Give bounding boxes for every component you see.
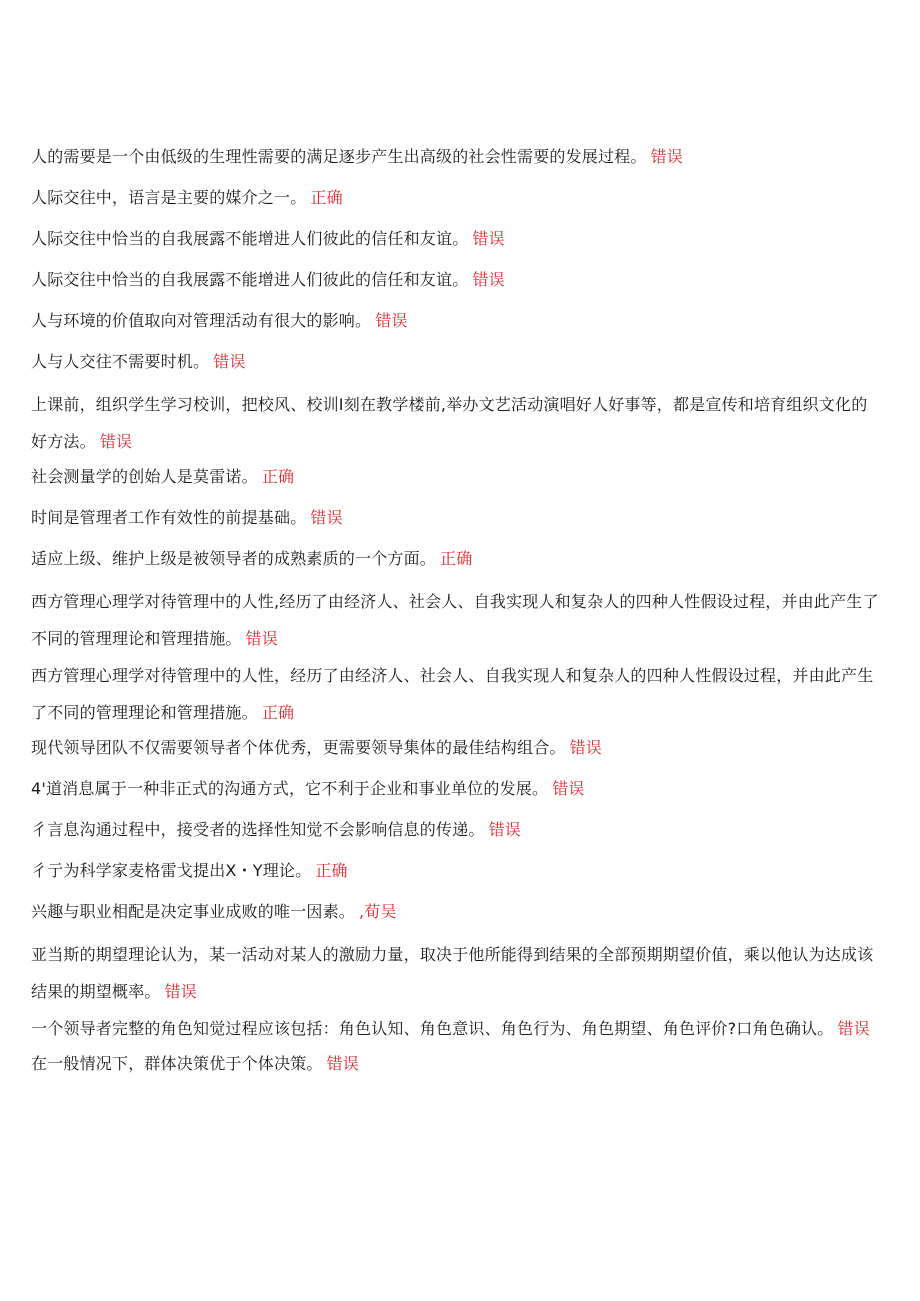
answer-label: 错误 [650, 147, 684, 166]
list-item [31, 936, 879, 1010]
list-item [31, 731, 879, 765]
answer-label: 正确 [261, 703, 295, 722]
answer-label: 正确 [440, 549, 473, 568]
answer-label: 错误 [552, 779, 585, 798]
answer-label: 错误 [310, 508, 343, 527]
list-item [31, 304, 879, 338]
statement-text: 人际交往中恰当的自我展露不能增进人们彼此的信任和友谊。 [31, 270, 469, 289]
statement-text: 亚当斯的期望理论认为，某一活动对某人的激励力量，取决于他所能得到结果的全部预期期望价值，乘以他认为达成该结果的期望概率。 [31, 945, 874, 1001]
statement-text: 一个领导者完整的角色知觉过程应该包括：角色认知、角色意识、角色行为、角色期望、角色评价?口角色确认。 [31, 1019, 834, 1038]
answer-label: 错误 [164, 982, 198, 1001]
list-item [31, 1010, 879, 1047]
statement-text: 人的需要是一个由低级的生理性需要的满足逐步产生出高级的社会性需要的发展过程。 [31, 147, 647, 166]
statement-text: 兴趣与职业相配是决定事业成败的唯一因素。 [31, 902, 356, 921]
statement-text: 社会测量学的创始人是莫雷诺。 [31, 467, 258, 486]
list-item [31, 895, 879, 929]
answer-label: 错误 [488, 820, 522, 839]
answer-label: 错误 [375, 311, 408, 330]
answer-label: 错误 [99, 432, 133, 451]
list-item [31, 140, 879, 174]
statement-text: 人与环境的价值取向对管理活动有很大的影响。 [31, 311, 372, 330]
list-item [31, 263, 879, 297]
answer-label: 正确 [310, 188, 343, 207]
answer-label: 正确 [261, 467, 295, 486]
answer-label: 错误 [569, 738, 603, 757]
list-item [31, 386, 879, 460]
list-item [31, 583, 879, 657]
answer-label: 错误 [213, 352, 246, 371]
statement-text: 现代领导团队不仅需要领导者个体优秀，更需要领导集体的最佳结构组合。 [31, 738, 566, 757]
statement-text: 彳言息沟通过程中，接受者的选择性知觉不会影响信息的传递。 [31, 820, 485, 839]
answer-label: 错误 [837, 1019, 870, 1038]
list-item [31, 345, 879, 379]
statement-text: 人际交往中恰当的自我展露不能增进人们彼此的信任和友谊。 [31, 229, 469, 248]
statement-text: 人际交往中，语言是主要的媒介之一。 [31, 188, 307, 207]
list-item [31, 657, 879, 731]
answer-label: 错误 [472, 270, 505, 289]
statement-text: 彳亍为科学家麦格雷戈提出X・Y理论。 [31, 861, 312, 880]
statement-text: 西方管理心理学对待管理中的人性，经历了由经济人、社会人、自我实现人和复杂人的四种人性假设过程，并由此产生了不同的管理理论和管理措施。 [31, 666, 874, 722]
list-item [31, 813, 879, 847]
list-item [31, 1047, 879, 1081]
list-item [31, 854, 879, 888]
list-item [31, 222, 879, 256]
list-item [31, 501, 879, 535]
answer-label: ,荀吴 [359, 902, 397, 921]
statement-text: 上课前，组织学生学习校训，把校风、校训I刻在教学楼前,举办文艺活动演唱好人好事等，都是宣传和培育组织文化的好方法。 [31, 395, 868, 451]
answer-label: 正确 [315, 861, 348, 880]
statement-text: 西方管理心理学对待管理中的人性,经历了由经济人、社会人、自我实现人和复杂人的四种人性假设过程，并由此产生了不同的管理理论和管理措施。 [31, 592, 879, 648]
answer-label: 错误 [245, 629, 279, 648]
answer-label: 错误 [472, 229, 505, 248]
statement-text: 人与人交往不需要时机。 [31, 352, 210, 371]
list-item [31, 460, 879, 494]
list-item [31, 772, 879, 806]
list-item [31, 181, 879, 215]
statement-text: 时间是管理者工作有效性的前提基础。 [31, 508, 307, 527]
question-list [31, 140, 879, 1088]
statement-text: 4'道消息属于一种非正式的沟通方式，它不利于企业和事业单位的发展。 [31, 779, 549, 798]
answer-label: 错误 [326, 1054, 360, 1073]
statement-text: 在一般情况下，群体决策优于个体决策。 [31, 1054, 323, 1073]
statement-text: 适应上级、维护上级是被领导者的成熟素质的一个方面。 [31, 549, 437, 568]
list-item [31, 542, 879, 576]
